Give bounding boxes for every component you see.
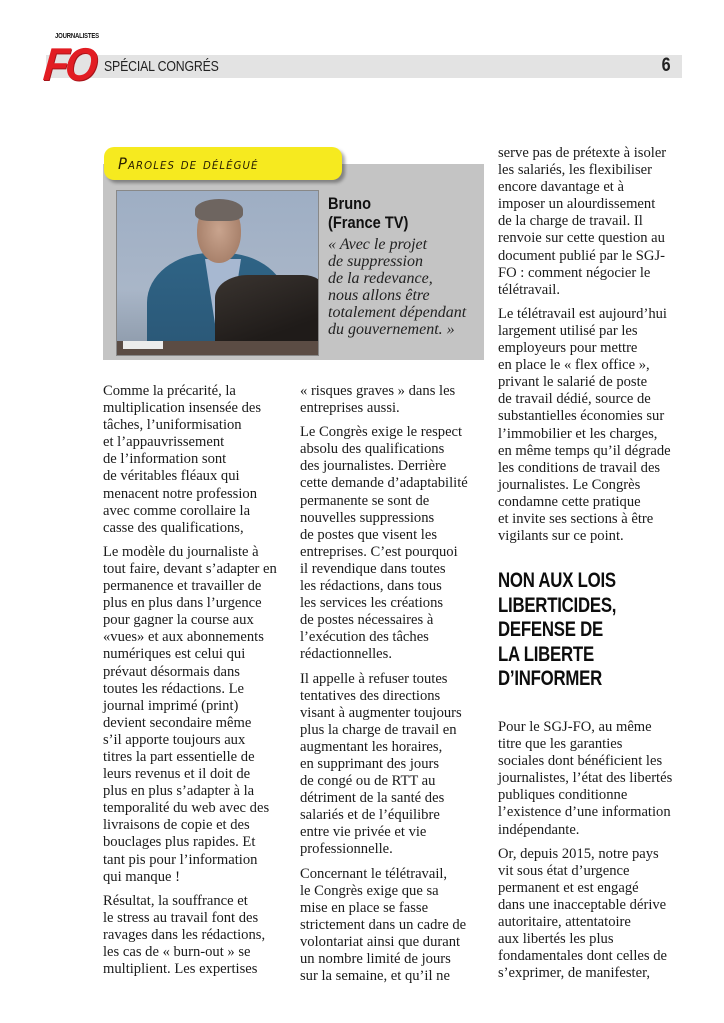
column-1 [103,383,295,985]
paragraph: « risques graves » dans les entreprises aussi. [300,383,456,417]
photo-paper [123,341,163,349]
delegate-name-block [328,194,408,232]
paragraph: Comme la précarité, la multiplication insensée des tâches, l’uniformisation et l’appauvrissement de l’information sont de véritables fléaux qui menacent notre profession avec comme corollaire la casse des qualifications, [103,383,262,536]
paragraph: Le Congrès exige le respect absolu des qualifications des journalistes. Derrière cette demande d’adaptabilité permanente se sont de nouvelles suppressions de postes que visent les entreprises. C’est pourquoi il revendique dans toutes les rédactions, dans tous les services les créations de postes nécessaires à l’exécution des tâches rédactionnelles. [300,424,468,663]
section-heading-libertes: NON AUX LOIS LIBERTICIDES, DEFENSE DE LA LIBERTE D’INFORMER [498,569,617,690]
delegate-affiliation: (France TV) [328,213,409,232]
paroles-de-delegue-tag [104,147,342,180]
paragraph: Or, depuis 2015, notre pays vit sous état d’urgence permanent et est engagé dans une inacceptable dérive autoritaire, attentatoire aux libertés les plus fondamentales dont celles de s’exprimer, de manifester, [498,845,667,982]
column-3-continued [498,719,690,989]
paragraph: Concernant le télétravail, le Congrès exige que sa mise en place se fasse strictement dans un cadre de volontariat ainsi que durant un nombre limité de jours sur la semaine, et qu’il ne [300,865,467,985]
photo-bag [215,275,319,351]
logo-fo-text: FO [41,38,97,90]
paragraph: Il appelle à refuser toutes tentatives des directions visant à augmenter toujours plus la charge de travail en augmentant les horaires, en supprimant des jours de congé ou de RTT au détriment de la santé des salariés et de l’équilibre entre vie privée et vie professionnelle. [300,670,462,858]
tag-label: Paroles de délégué [118,154,259,173]
page-number: 6 [662,55,671,76]
column-3 [498,145,690,552]
logo-journalistes-text: JOURNALISTES [55,33,99,40]
paragraph: serve pas de prétexte à isoler les salariés, les flexibiliser encore davantage et à imposer un alourdissement de la charge de travail. Il renvoie sur cette question au document publié par le SGJ- FO : comment négocier le télétravail. [498,145,667,298]
paragraph: Le télétravail est aujourd’hui largement utilisé par les employeurs pour mettre en place le « flex office », privant le salarié de poste de travail dédié, source de substantielles économies sur l’immobilier et les charges, en même temps qu’il dégrade les conditions de travail des journalistes. Le Congrès condamne cette pratique et invite ses sections à être vigilants sur ce point. [498,305,671,545]
paragraph: Résultat, la souffrance et le stress au travail font des ravages dans les rédactions, les cas de « burn-out » se multiplient. Les expertises [103,892,266,978]
photo-person-hair [195,199,243,221]
delegate-quote: « Avec le projet de suppression de la redevance, nous allons être totalement dépendant du gouvernement. » [328,236,467,338]
delegate-name: Bruno [328,194,372,213]
portrait-photo [116,190,319,356]
section-title: SPÉCIAL CONGRÉS [104,58,219,75]
paragraph: Le modèle du journaliste à tout faire, devant s’adapter en permanence et travailler de plus en plus dans l’urgence pour gagner la course aux «vues» et aux abonnements numériques est celui qui prévaut désormais dans toutes les rédactions. Le journal imprimé (print) devient secondaire même s’il apporte toujours aux titres la part essentielle de leurs revenus et il doit de plus en plus s’adapter à la temporalité du web avec des livraisons de copie et des bouclages plus rapides. Et tant pis pour l’information qui manque ! [103,543,277,885]
paragraph: Pour le SGJ-FO, au même titre que les garanties sociales dont bénéficient les journalistes, l’état des libertés publiques conditionne l’existence d’une information indépendante. [498,719,673,838]
column-2 [300,383,492,992]
fo-journalistes-logo [41,33,102,91]
